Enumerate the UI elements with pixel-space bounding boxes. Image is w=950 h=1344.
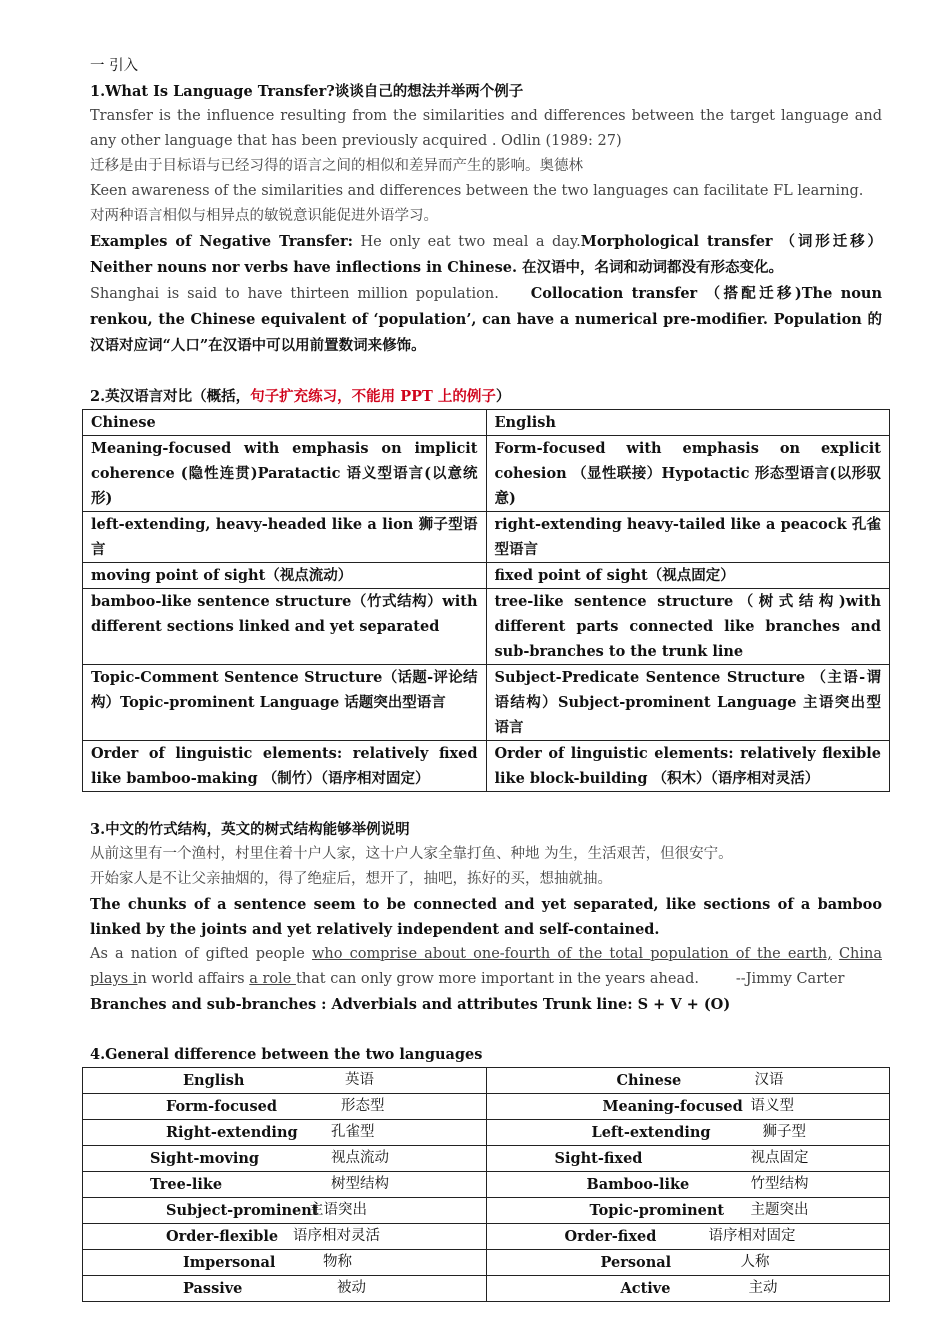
right-english: Active [620, 1280, 671, 1297]
carter-author: --Jimmy Carter [735, 971, 845, 987]
carter-text-4: that can only grow more important in the years ahead. [295, 971, 700, 987]
section2-title [90, 384, 882, 409]
chunks-paragraph: The chunks of a sentence seem to be connected and yet separated, like sections of a bamboo linked by the joints and yet relatively independent and self-contained. [90, 896, 882, 938]
carter-text-3: n world affairs [137, 971, 250, 987]
carter-underline-2: China plays i [90, 946, 882, 987]
table-cell: Topic-Comment Sentence Structure（话题-评论结构）Topic-prominent Language 话题突出型语言 [83, 665, 487, 741]
header-english: English [486, 410, 890, 436]
keen-awareness-en: Keen awareness of the similarities and differences between the two languages can facilitate FL learning. [90, 183, 864, 199]
right-cell [486, 1068, 890, 1094]
left-english: Sight-moving [150, 1150, 260, 1167]
section2-title-red: 句子扩充练习，不能用 PPT 上的例子 [250, 388, 496, 405]
left-cell [83, 1250, 487, 1276]
table-cell: Form-focused with emphasis on explicit cohesion （显性联接）Hypotactic 形态型语言(以形驭意) [486, 436, 890, 512]
table-row [83, 563, 890, 589]
carter-underline-1: who comprise about one-fourth of the total population of the earth, [311, 946, 832, 962]
left-english: Right-extending [166, 1124, 298, 1141]
left-cell [83, 1172, 487, 1198]
right-cell [486, 1146, 890, 1172]
left-chinese: 视点流动 [331, 1150, 389, 1166]
keen-awareness-zh: 对两种语言相似与相异点的敏锐意识能促进外语学习。 [90, 208, 438, 224]
left-cell [83, 1120, 487, 1146]
right-cell [486, 1094, 890, 1120]
table-row [83, 741, 890, 792]
section3-title: 3.中文的竹式结构，英文的树式结构能够举例说明 [90, 821, 410, 838]
table-row [83, 410, 890, 436]
table-cell: Order of linguistic elements: relatively fixed like bamboo-making （制竹）（语序相对固定） [83, 741, 487, 792]
section2-title-suffix: ） [495, 388, 511, 405]
table-cell: moving point of sight（视点流动） [83, 563, 487, 589]
left-chinese: 主语突出 [309, 1202, 367, 1218]
table-row [83, 665, 890, 741]
right-cell [486, 1120, 890, 1146]
carter-underline-3: a role [249, 971, 296, 987]
carter-text-2 [832, 946, 839, 962]
right-chinese: 语义型 [750, 1098, 794, 1114]
intro-heading: 一 引入 [90, 58, 139, 74]
table-cell: Meaning-focused with emphasis on implicit coherence (隐性连贯)Paratactic 语义型语言(以意统形) [83, 436, 487, 512]
table-row [83, 1250, 890, 1276]
shanghai-example: Shanghai is said to have thirteen million population. [90, 286, 499, 302]
document-page [90, 54, 882, 1302]
negative-transfer-label: Examples of Negative Transfer: [90, 233, 354, 250]
left-chinese: 物称 [323, 1254, 352, 1270]
left-cell [83, 1146, 487, 1172]
right-chinese: 汉语 [754, 1072, 784, 1088]
section4-title: 4.General difference between the two languages [90, 1046, 483, 1063]
difference-table [82, 1067, 890, 1302]
section2-title-prefix: 2.英汉语言对比（概括， [90, 388, 251, 405]
left-english: Impersonal [183, 1254, 276, 1271]
right-english: Meaning-focused [602, 1098, 743, 1115]
left-cell [83, 1068, 487, 1094]
right-cell [486, 1172, 890, 1198]
negative-transfer-paragraph [90, 229, 882, 281]
table-cell: right-extending heavy-tailed like a peacock 孔雀型语言 [486, 512, 890, 563]
right-chinese: 语序相对固定 [708, 1228, 796, 1244]
transfer-definition-zh: 迁移是由于目标语与已经习得的语言之间的相似和差异而产生的影响。奥德林 [90, 158, 583, 174]
bamboo-example-2: 开始家人是不让父亲抽烟的，得了绝症后，想开了，抽吧，拣好的买，想抽就抽。 [90, 871, 612, 887]
right-chinese: 主动 [748, 1280, 778, 1296]
right-cell [486, 1250, 890, 1276]
collocation-transfer-text: Collocation transfer （搭配迁移)The noun renkou, the Chinese equivalent of ‘population’, can have a numerical pre-modifier. Population 的汉语对应词“人口”在汉语中可以用前置数词来修饰。 [90, 285, 882, 354]
left-chinese: 树型结构 [331, 1176, 389, 1192]
header-chinese: Chinese [83, 410, 487, 436]
carter-text-1: As a nation of gifted people [90, 946, 312, 962]
q1-title: 1.What Is Language Transfer?谈谈自己的想法并举两个例子 [90, 83, 524, 100]
left-english: Passive [183, 1280, 243, 1297]
right-english: Bamboo-like [586, 1176, 690, 1193]
left-english: Subject-prominent [166, 1202, 319, 1219]
right-english: Topic-prominent [589, 1202, 725, 1219]
table-row [83, 1094, 890, 1120]
right-chinese: 狮子型 [762, 1124, 806, 1140]
table-cell: tree-like sentence structure（树式结构)with different parts connected like branches and sub-branches to the trunk line [486, 589, 890, 665]
left-chinese: 英语 [345, 1072, 374, 1088]
left-chinese: 语序相对灵活 [293, 1228, 380, 1244]
transfer-definition-en: Transfer is the influence resulting from the similarities and differences between the target language and any other language that has been previously acquired . Odlin (1989: 27) [90, 108, 882, 149]
table-row [83, 589, 890, 665]
bamboo-example-1: 从前这里有一个渔村，村里住着十户人家，这十户人家全靠打鱼、种地 为生，生活艰苦，但很安宁。 [90, 846, 733, 862]
right-cell [486, 1276, 890, 1302]
table-row [83, 1198, 890, 1224]
right-chinese: 人称 [740, 1254, 770, 1270]
comparison-table [82, 409, 890, 792]
table-cell: Order of linguistic elements: relatively flexible like block-building （积木）（语序相对灵活） [486, 741, 890, 792]
left-english: Order-flexible [166, 1228, 279, 1245]
right-english: Personal [600, 1254, 672, 1271]
table-row [83, 1146, 890, 1172]
table-row [83, 512, 890, 563]
table-row [83, 1224, 890, 1250]
table-cell: bamboo-like sentence structure（竹式结构）with different sections linked and yet separated [83, 589, 487, 665]
negative-transfer-example: He only eat two meal a day. [353, 234, 581, 250]
left-chinese: 孔雀型 [331, 1124, 375, 1140]
left-cell [83, 1094, 487, 1120]
right-english: Order-fixed [564, 1228, 657, 1245]
right-chinese: 视点固定 [750, 1150, 809, 1166]
table-row [83, 1120, 890, 1146]
right-chinese: 主题突出 [750, 1202, 809, 1218]
left-chinese: 形态型 [341, 1098, 385, 1114]
table-row [83, 1172, 890, 1198]
left-cell [83, 1276, 487, 1302]
table-cell: left-extending, heavy-headed like a lion 狮子型语言 [83, 512, 487, 563]
left-cell [83, 1198, 487, 1224]
left-english: Tree-like [150, 1176, 223, 1193]
left-english: Form-focused [166, 1098, 277, 1115]
table-row [83, 1276, 890, 1302]
branches-line: Branches and sub-branches : Adverbials and attributes Trunk line: S + V + (O) [90, 996, 731, 1013]
left-chinese: 被动 [337, 1280, 366, 1296]
right-cell [486, 1198, 890, 1224]
morphological-transfer-text: Morphological transfer （词形迁移）Neither nouns nor verbs have inflections in Chinese. 在汉语中，名词和动词都没有形态变化。 [90, 233, 882, 276]
right-cell [486, 1224, 890, 1250]
table-row [83, 1068, 890, 1094]
collocation-transfer-paragraph [90, 281, 882, 359]
left-english: English [183, 1072, 245, 1089]
right-english: Sight-fixed [554, 1150, 643, 1167]
right-english: Chinese [616, 1072, 682, 1089]
table-cell: Subject-Predicate Sentence Structure （主语-谓语结构）Subject-prominent Language 主语突出型语言 [486, 665, 890, 741]
carter-quote [90, 942, 882, 992]
left-cell [83, 1224, 487, 1250]
right-english: Left-extending [591, 1124, 711, 1141]
table-row [83, 436, 890, 512]
table-cell: fixed point of sight（视点固定） [486, 563, 890, 589]
right-chinese: 竹型结构 [750, 1176, 809, 1192]
